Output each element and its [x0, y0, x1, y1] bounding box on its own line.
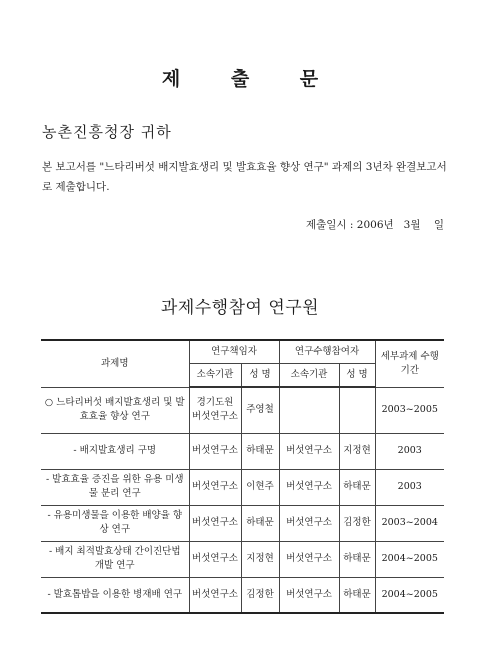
- task-cell: - 발효톱밥을 이용한 병재배 연구: [41, 577, 189, 613]
- table-row: [41, 505, 444, 541]
- lead-name-cell: 김정한: [241, 577, 279, 613]
- lead-name-cell: 지정현: [241, 541, 279, 577]
- part-name-cell: [339, 387, 375, 433]
- task-cell: - 유용미생물을 이용한 배양율 향상 연구: [41, 505, 189, 541]
- part-name-cell: 김정한: [339, 505, 375, 541]
- part-name-cell: 하태문: [339, 469, 375, 505]
- researchers-table: [41, 339, 444, 614]
- task-cell: ○ 느타리버섯 배지발효생리 및 발효효율 향상 연구: [41, 387, 189, 433]
- period-cell: 2004~2005: [375, 541, 444, 577]
- part-org-cell: 버섯연구소: [279, 541, 339, 577]
- lead-name-cell: 하태문: [241, 505, 279, 541]
- submission-statement: 본 보고서를 "느타리버섯 배지발효생리 및 발효효율 향상 연구" 과제의 3년차 완결보고서로 제출합니다.: [42, 161, 447, 193]
- table-row: [41, 541, 444, 577]
- lead-org-cell: 경기도원 버섯연구소: [189, 387, 241, 433]
- part-org-cell: 버섯연구소: [279, 469, 339, 505]
- lead-org-cell: 버섯연구소: [189, 577, 241, 613]
- period-cell: 2004~2005: [375, 577, 444, 613]
- header-period: 세부과제 수행기간: [375, 340, 444, 387]
- period-cell: 2003~2004: [375, 505, 444, 541]
- header-lead-name: 성 명: [241, 364, 279, 388]
- part-org-cell: 버섯연구소: [279, 433, 339, 469]
- header-task: 과제명: [41, 340, 189, 387]
- part-org-cell: [279, 387, 339, 433]
- document-title: 제 출 문: [161, 68, 341, 90]
- header-part-name: 성 명: [339, 364, 375, 388]
- submission-date: 제출일시 : 2006년 3월 일: [306, 219, 444, 231]
- header-lead-org: 소속기관: [189, 364, 241, 388]
- task-cell: - 배지 최적발효상태 간이진단법 개발 연구: [41, 541, 189, 577]
- header-participant-group: 연구수행참여자: [279, 340, 375, 364]
- lead-name-cell: 주영철: [241, 387, 279, 433]
- part-name-cell: 지정현: [339, 433, 375, 469]
- period-cell: 2003: [375, 433, 444, 469]
- task-cell: - 발효효율 증진을 위한 유용 미생물 분리 연구: [41, 469, 189, 505]
- task-cell: - 배지발효생리 구명: [41, 433, 189, 469]
- part-name-cell: 하태문: [339, 577, 375, 613]
- table-header-row: [41, 340, 444, 364]
- part-org-cell: 버섯연구소: [279, 577, 339, 613]
- header-part-org: 소속기관: [279, 364, 339, 388]
- lead-org-cell: 버섯연구소: [189, 469, 241, 505]
- table-row: [41, 577, 444, 613]
- researchers-heading: 과제수행참여 연구원: [160, 298, 320, 318]
- table-row: [41, 469, 444, 505]
- period-cell: 2003~2005: [375, 387, 444, 433]
- header-lead-group: 연구책임자: [189, 340, 279, 364]
- lead-name-cell: 이현주: [241, 469, 279, 505]
- period-cell: 2003: [375, 469, 444, 505]
- recipient-line: 농촌진흥청장 귀하: [42, 123, 172, 141]
- lead-org-cell: 버섯연구소: [189, 433, 241, 469]
- lead-org-cell: 버섯연구소: [189, 505, 241, 541]
- table-row: [41, 387, 444, 433]
- table-row: [41, 433, 444, 469]
- lead-org-cell: 버섯연구소: [189, 541, 241, 577]
- part-name-cell: 하태문: [339, 541, 375, 577]
- lead-name-cell: 하태문: [241, 433, 279, 469]
- part-org-cell: 버섯연구소: [279, 505, 339, 541]
